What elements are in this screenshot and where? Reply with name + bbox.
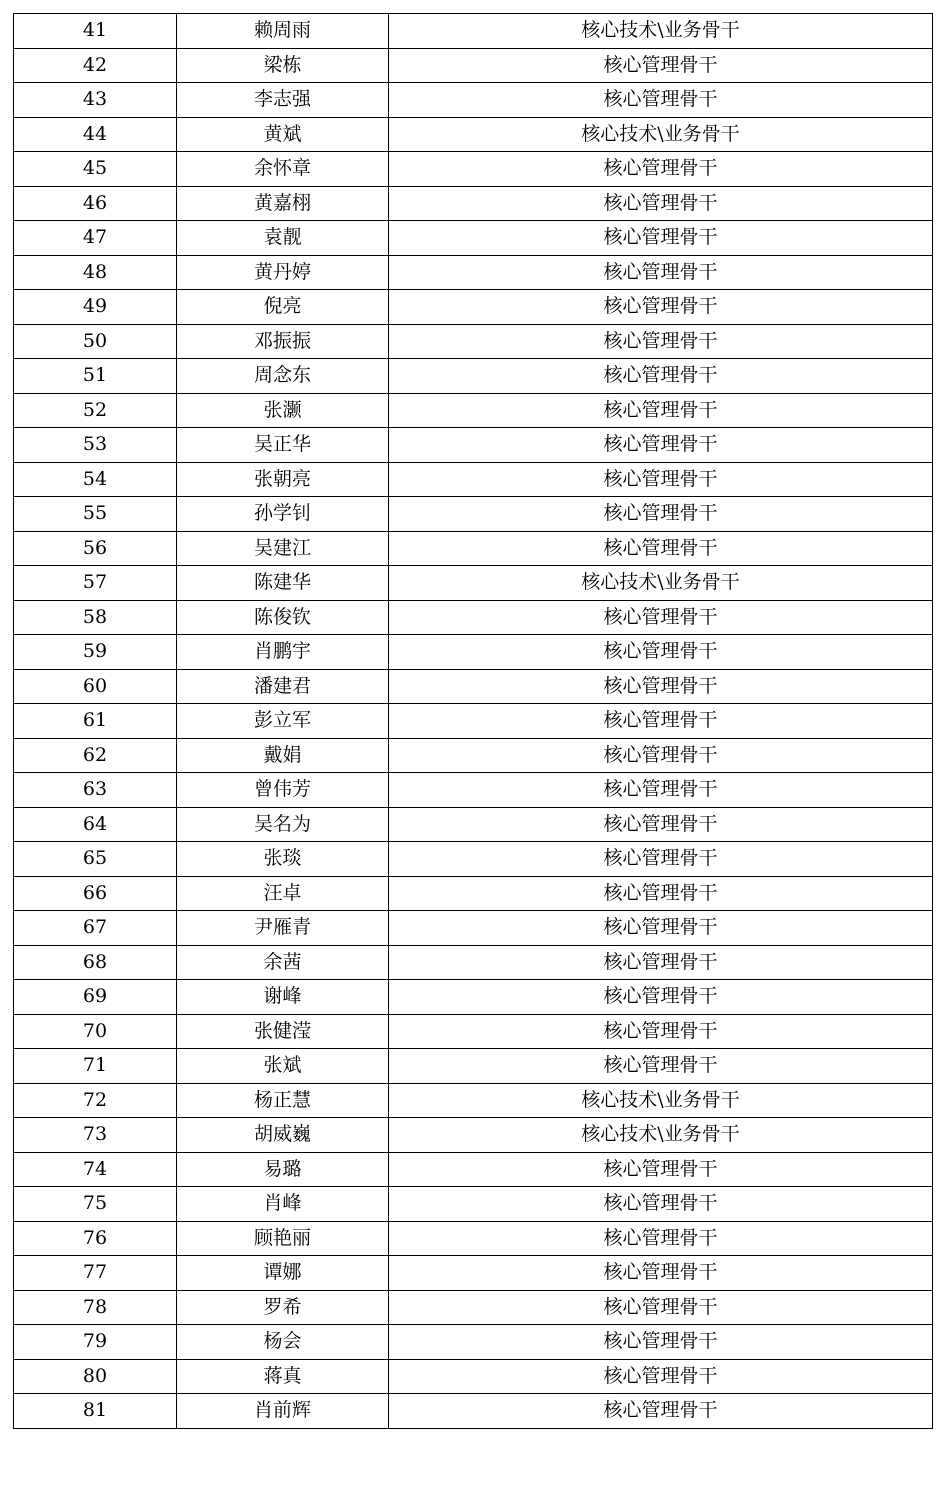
table-row: [14, 566, 933, 601]
category-cell: 核心管理骨干: [389, 48, 933, 83]
row-number-cell: 69: [14, 980, 177, 1015]
row-number-cell: 55: [14, 497, 177, 532]
row-number-cell: 76: [14, 1221, 177, 1256]
name-cell: 陈建华: [177, 566, 389, 601]
name-cell: 张斌: [177, 1049, 389, 1084]
category-cell: 核心管理骨干: [389, 186, 933, 221]
row-number-cell: 72: [14, 1083, 177, 1118]
name-cell: 周念东: [177, 359, 389, 394]
category-cell: 核心管理骨干: [389, 1014, 933, 1049]
table-row: [14, 152, 933, 187]
row-number-cell: 60: [14, 669, 177, 704]
table-row: [14, 1118, 933, 1153]
category-cell: 核心管理骨干: [389, 635, 933, 670]
table-row: [14, 531, 933, 566]
table-row: [14, 1014, 933, 1049]
row-number-cell: 73: [14, 1118, 177, 1153]
name-cell: 汪卓: [177, 876, 389, 911]
roster-table: [13, 13, 933, 1429]
category-cell: 核心管理骨干: [389, 324, 933, 359]
table-row: [14, 462, 933, 497]
category-cell: 核心管理骨干: [389, 842, 933, 877]
category-cell: 核心管理骨干: [389, 600, 933, 635]
table-row: [14, 945, 933, 980]
row-number-cell: 81: [14, 1394, 177, 1429]
category-cell: 核心管理骨干: [389, 807, 933, 842]
row-number-cell: 49: [14, 290, 177, 325]
table-row: [14, 1290, 933, 1325]
category-cell: 核心管理骨干: [389, 1359, 933, 1394]
table-row: [14, 911, 933, 946]
table-row: [14, 428, 933, 463]
category-cell: 核心管理骨干: [389, 221, 933, 256]
category-cell: 核心管理骨干: [389, 1325, 933, 1360]
roster-table-body: [14, 14, 933, 1429]
name-cell: 李志强: [177, 83, 389, 118]
row-number-cell: 54: [14, 462, 177, 497]
name-cell: 吴正华: [177, 428, 389, 463]
name-cell: 袁靓: [177, 221, 389, 256]
name-cell: 余怀章: [177, 152, 389, 187]
row-number-cell: 65: [14, 842, 177, 877]
table-row: [14, 669, 933, 704]
category-cell: 核心管理骨干: [389, 1256, 933, 1291]
table-row: [14, 1359, 933, 1394]
name-cell: 谭娜: [177, 1256, 389, 1291]
category-cell: 核心管理骨干: [389, 1187, 933, 1222]
row-number-cell: 44: [14, 117, 177, 152]
name-cell: 易璐: [177, 1152, 389, 1187]
name-cell: 吴建江: [177, 531, 389, 566]
name-cell: 戴娟: [177, 738, 389, 773]
name-cell: 肖峰: [177, 1187, 389, 1222]
category-cell: 核心管理骨干: [389, 462, 933, 497]
table-row: [14, 48, 933, 83]
name-cell: 余茜: [177, 945, 389, 980]
table-row: [14, 704, 933, 739]
row-number-cell: 43: [14, 83, 177, 118]
name-cell: 谢峰: [177, 980, 389, 1015]
table-row: [14, 324, 933, 359]
row-number-cell: 61: [14, 704, 177, 739]
table-row: [14, 497, 933, 532]
row-number-cell: 45: [14, 152, 177, 187]
name-cell: 吴名为: [177, 807, 389, 842]
category-cell: 核心管理骨干: [389, 1290, 933, 1325]
name-cell: 邓振振: [177, 324, 389, 359]
category-cell: 核心管理骨干: [389, 152, 933, 187]
category-cell: 核心管理骨干: [389, 83, 933, 118]
category-cell: 核心管理骨干: [389, 669, 933, 704]
name-cell: 胡威巍: [177, 1118, 389, 1153]
name-cell: 孙学钊: [177, 497, 389, 532]
category-cell: 核心管理骨干: [389, 704, 933, 739]
name-cell: 梁栋: [177, 48, 389, 83]
category-cell: 核心技术\业务骨干: [389, 117, 933, 152]
category-cell: 核心技术\业务骨干: [389, 566, 933, 601]
table-row: [14, 1325, 933, 1360]
name-cell: 肖鹏宇: [177, 635, 389, 670]
name-cell: 黄斌: [177, 117, 389, 152]
row-number-cell: 46: [14, 186, 177, 221]
table-row: [14, 117, 933, 152]
table-row: [14, 807, 933, 842]
row-number-cell: 79: [14, 1325, 177, 1360]
table-row: [14, 359, 933, 394]
row-number-cell: 70: [14, 1014, 177, 1049]
row-number-cell: 62: [14, 738, 177, 773]
table-row: [14, 1049, 933, 1084]
category-cell: 核心管理骨干: [389, 393, 933, 428]
row-number-cell: 78: [14, 1290, 177, 1325]
name-cell: 肖前辉: [177, 1394, 389, 1429]
name-cell: 杨会: [177, 1325, 389, 1360]
name-cell: 倪亮: [177, 290, 389, 325]
row-number-cell: 57: [14, 566, 177, 601]
table-row: [14, 221, 933, 256]
table-row: [14, 635, 933, 670]
table-row: [14, 1221, 933, 1256]
table-row: [14, 1256, 933, 1291]
category-cell: 核心管理骨干: [389, 980, 933, 1015]
category-cell: 核心管理骨干: [389, 497, 933, 532]
name-cell: 黄丹婷: [177, 255, 389, 290]
name-cell: 张朝亮: [177, 462, 389, 497]
name-cell: 赖周雨: [177, 14, 389, 49]
category-cell: 核心管理骨干: [389, 1152, 933, 1187]
category-cell: 核心技术\业务骨干: [389, 14, 933, 49]
table-row: [14, 83, 933, 118]
table-row: [14, 980, 933, 1015]
row-number-cell: 71: [14, 1049, 177, 1084]
row-number-cell: 53: [14, 428, 177, 463]
row-number-cell: 47: [14, 221, 177, 256]
name-cell: 张灏: [177, 393, 389, 428]
table-row: [14, 876, 933, 911]
table-row: [14, 290, 933, 325]
row-number-cell: 68: [14, 945, 177, 980]
name-cell: 张健滢: [177, 1014, 389, 1049]
name-cell: 张琰: [177, 842, 389, 877]
name-cell: 黄嘉栩: [177, 186, 389, 221]
row-number-cell: 77: [14, 1256, 177, 1291]
name-cell: 陈俊钦: [177, 600, 389, 635]
category-cell: 核心管理骨干: [389, 945, 933, 980]
table-row: [14, 773, 933, 808]
row-number-cell: 59: [14, 635, 177, 670]
row-number-cell: 52: [14, 393, 177, 428]
row-number-cell: 50: [14, 324, 177, 359]
category-cell: 核心管理骨干: [389, 290, 933, 325]
table-row: [14, 1152, 933, 1187]
row-number-cell: 41: [14, 14, 177, 49]
category-cell: 核心管理骨干: [389, 738, 933, 773]
category-cell: 核心管理骨干: [389, 359, 933, 394]
category-cell: 核心管理骨干: [389, 773, 933, 808]
table-row: [14, 1187, 933, 1222]
category-cell: 核心管理骨干: [389, 1394, 933, 1429]
table-row: [14, 255, 933, 290]
category-cell: 核心技术\业务骨干: [389, 1118, 933, 1153]
table-row: [14, 738, 933, 773]
table-row: [14, 1083, 933, 1118]
category-cell: 核心管理骨干: [389, 255, 933, 290]
category-cell: 核心管理骨干: [389, 876, 933, 911]
row-number-cell: 67: [14, 911, 177, 946]
row-number-cell: 48: [14, 255, 177, 290]
row-number-cell: 66: [14, 876, 177, 911]
table-row: [14, 842, 933, 877]
table-row: [14, 1394, 933, 1429]
name-cell: 顾艳丽: [177, 1221, 389, 1256]
row-number-cell: 64: [14, 807, 177, 842]
category-cell: 核心管理骨干: [389, 911, 933, 946]
row-number-cell: 74: [14, 1152, 177, 1187]
table-row: [14, 600, 933, 635]
category-cell: 核心管理骨干: [389, 1049, 933, 1084]
row-number-cell: 63: [14, 773, 177, 808]
name-cell: 杨正慧: [177, 1083, 389, 1118]
row-number-cell: 58: [14, 600, 177, 635]
name-cell: 彭立军: [177, 704, 389, 739]
name-cell: 曾伟芳: [177, 773, 389, 808]
row-number-cell: 75: [14, 1187, 177, 1222]
name-cell: 潘建君: [177, 669, 389, 704]
name-cell: 罗希: [177, 1290, 389, 1325]
name-cell: 蒋真: [177, 1359, 389, 1394]
category-cell: 核心管理骨干: [389, 1221, 933, 1256]
category-cell: 核心技术\业务骨干: [389, 1083, 933, 1118]
table-row: [14, 186, 933, 221]
row-number-cell: 80: [14, 1359, 177, 1394]
table-row: [14, 393, 933, 428]
row-number-cell: 42: [14, 48, 177, 83]
table-row: [14, 14, 933, 49]
category-cell: 核心管理骨干: [389, 428, 933, 463]
category-cell: 核心管理骨干: [389, 531, 933, 566]
name-cell: 尹雁青: [177, 911, 389, 946]
row-number-cell: 56: [14, 531, 177, 566]
row-number-cell: 51: [14, 359, 177, 394]
